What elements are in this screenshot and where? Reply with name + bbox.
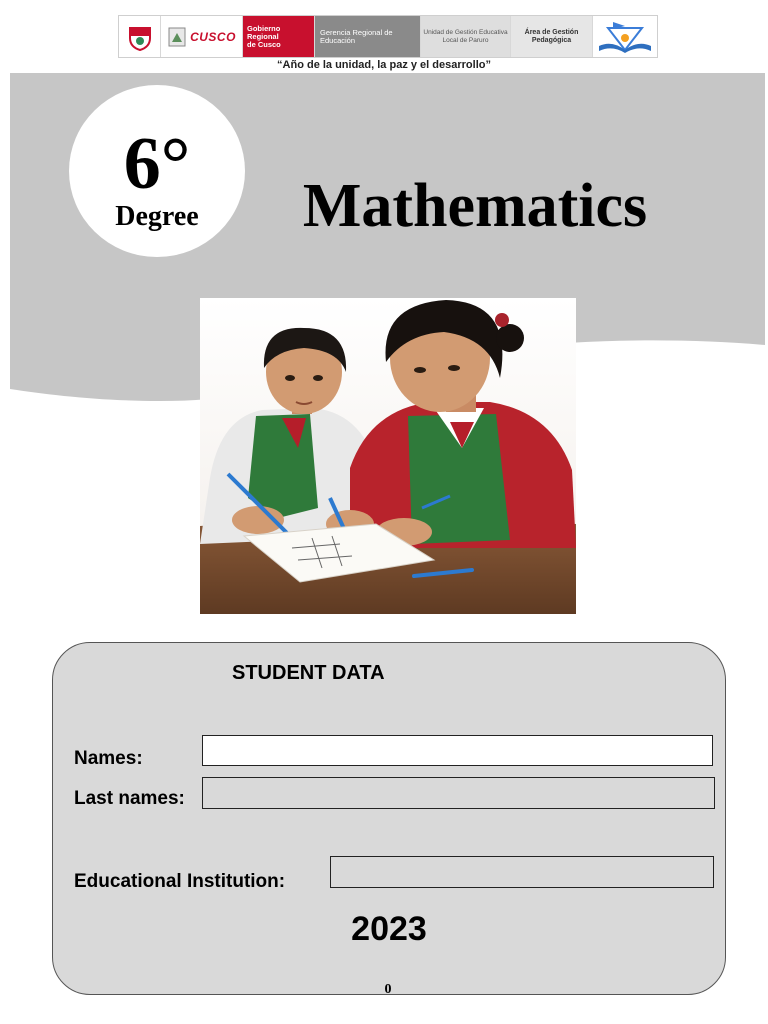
page-number: 0: [384, 982, 392, 997]
gobierno-line-3: de Cusco: [247, 39, 281, 49]
last-names-label: Last names:: [74, 788, 185, 809]
gerencia-line-1: Gerencia Regional de: [320, 27, 393, 37]
area-gestion-logo: [511, 16, 593, 57]
school-year: 2023: [351, 910, 427, 948]
gobierno-line-2: Regional: [247, 31, 279, 41]
children-studying-illustration: [200, 298, 576, 614]
grade-badge: [69, 85, 245, 257]
peru-coat-of-arms-logo: [119, 16, 161, 57]
ugel-line-1: Unidad de Gestión Educativa: [423, 29, 508, 36]
institution-field[interactable]: [330, 856, 714, 888]
subject-title: Mathematics: [302, 172, 648, 240]
institution-label: Educational Institution:: [74, 871, 286, 892]
gerencia-regional-logo: [315, 16, 421, 57]
open-book-icon: [593, 16, 657, 57]
area-line-2: Pedagógica: [531, 36, 572, 44]
cusco-logo: [161, 16, 243, 57]
student-data-title: STUDENT DATA: [232, 662, 385, 684]
gobierno-regional-logo: [243, 16, 315, 57]
last-names-field[interactable]: [202, 777, 715, 809]
year-motto: “Año de la unidad, la paz y el desarrollo”: [277, 59, 491, 71]
gobierno-line-1: Gobierno: [247, 23, 281, 33]
ugel-logo: [421, 16, 511, 57]
grade-number: 6°: [123, 123, 191, 205]
institutional-logos-strip: [118, 15, 658, 58]
cusco-wordmark: CUSCO: [190, 29, 236, 44]
area-line-1: Área de Gestión: [524, 28, 579, 36]
gerencia-line-2: Educación: [320, 35, 356, 45]
ugel-line-2: Local de Paruro: [442, 36, 489, 44]
grade-label: Degree: [115, 201, 199, 232]
names-label: Names:: [74, 748, 143, 769]
names-field[interactable]: [202, 735, 713, 766]
